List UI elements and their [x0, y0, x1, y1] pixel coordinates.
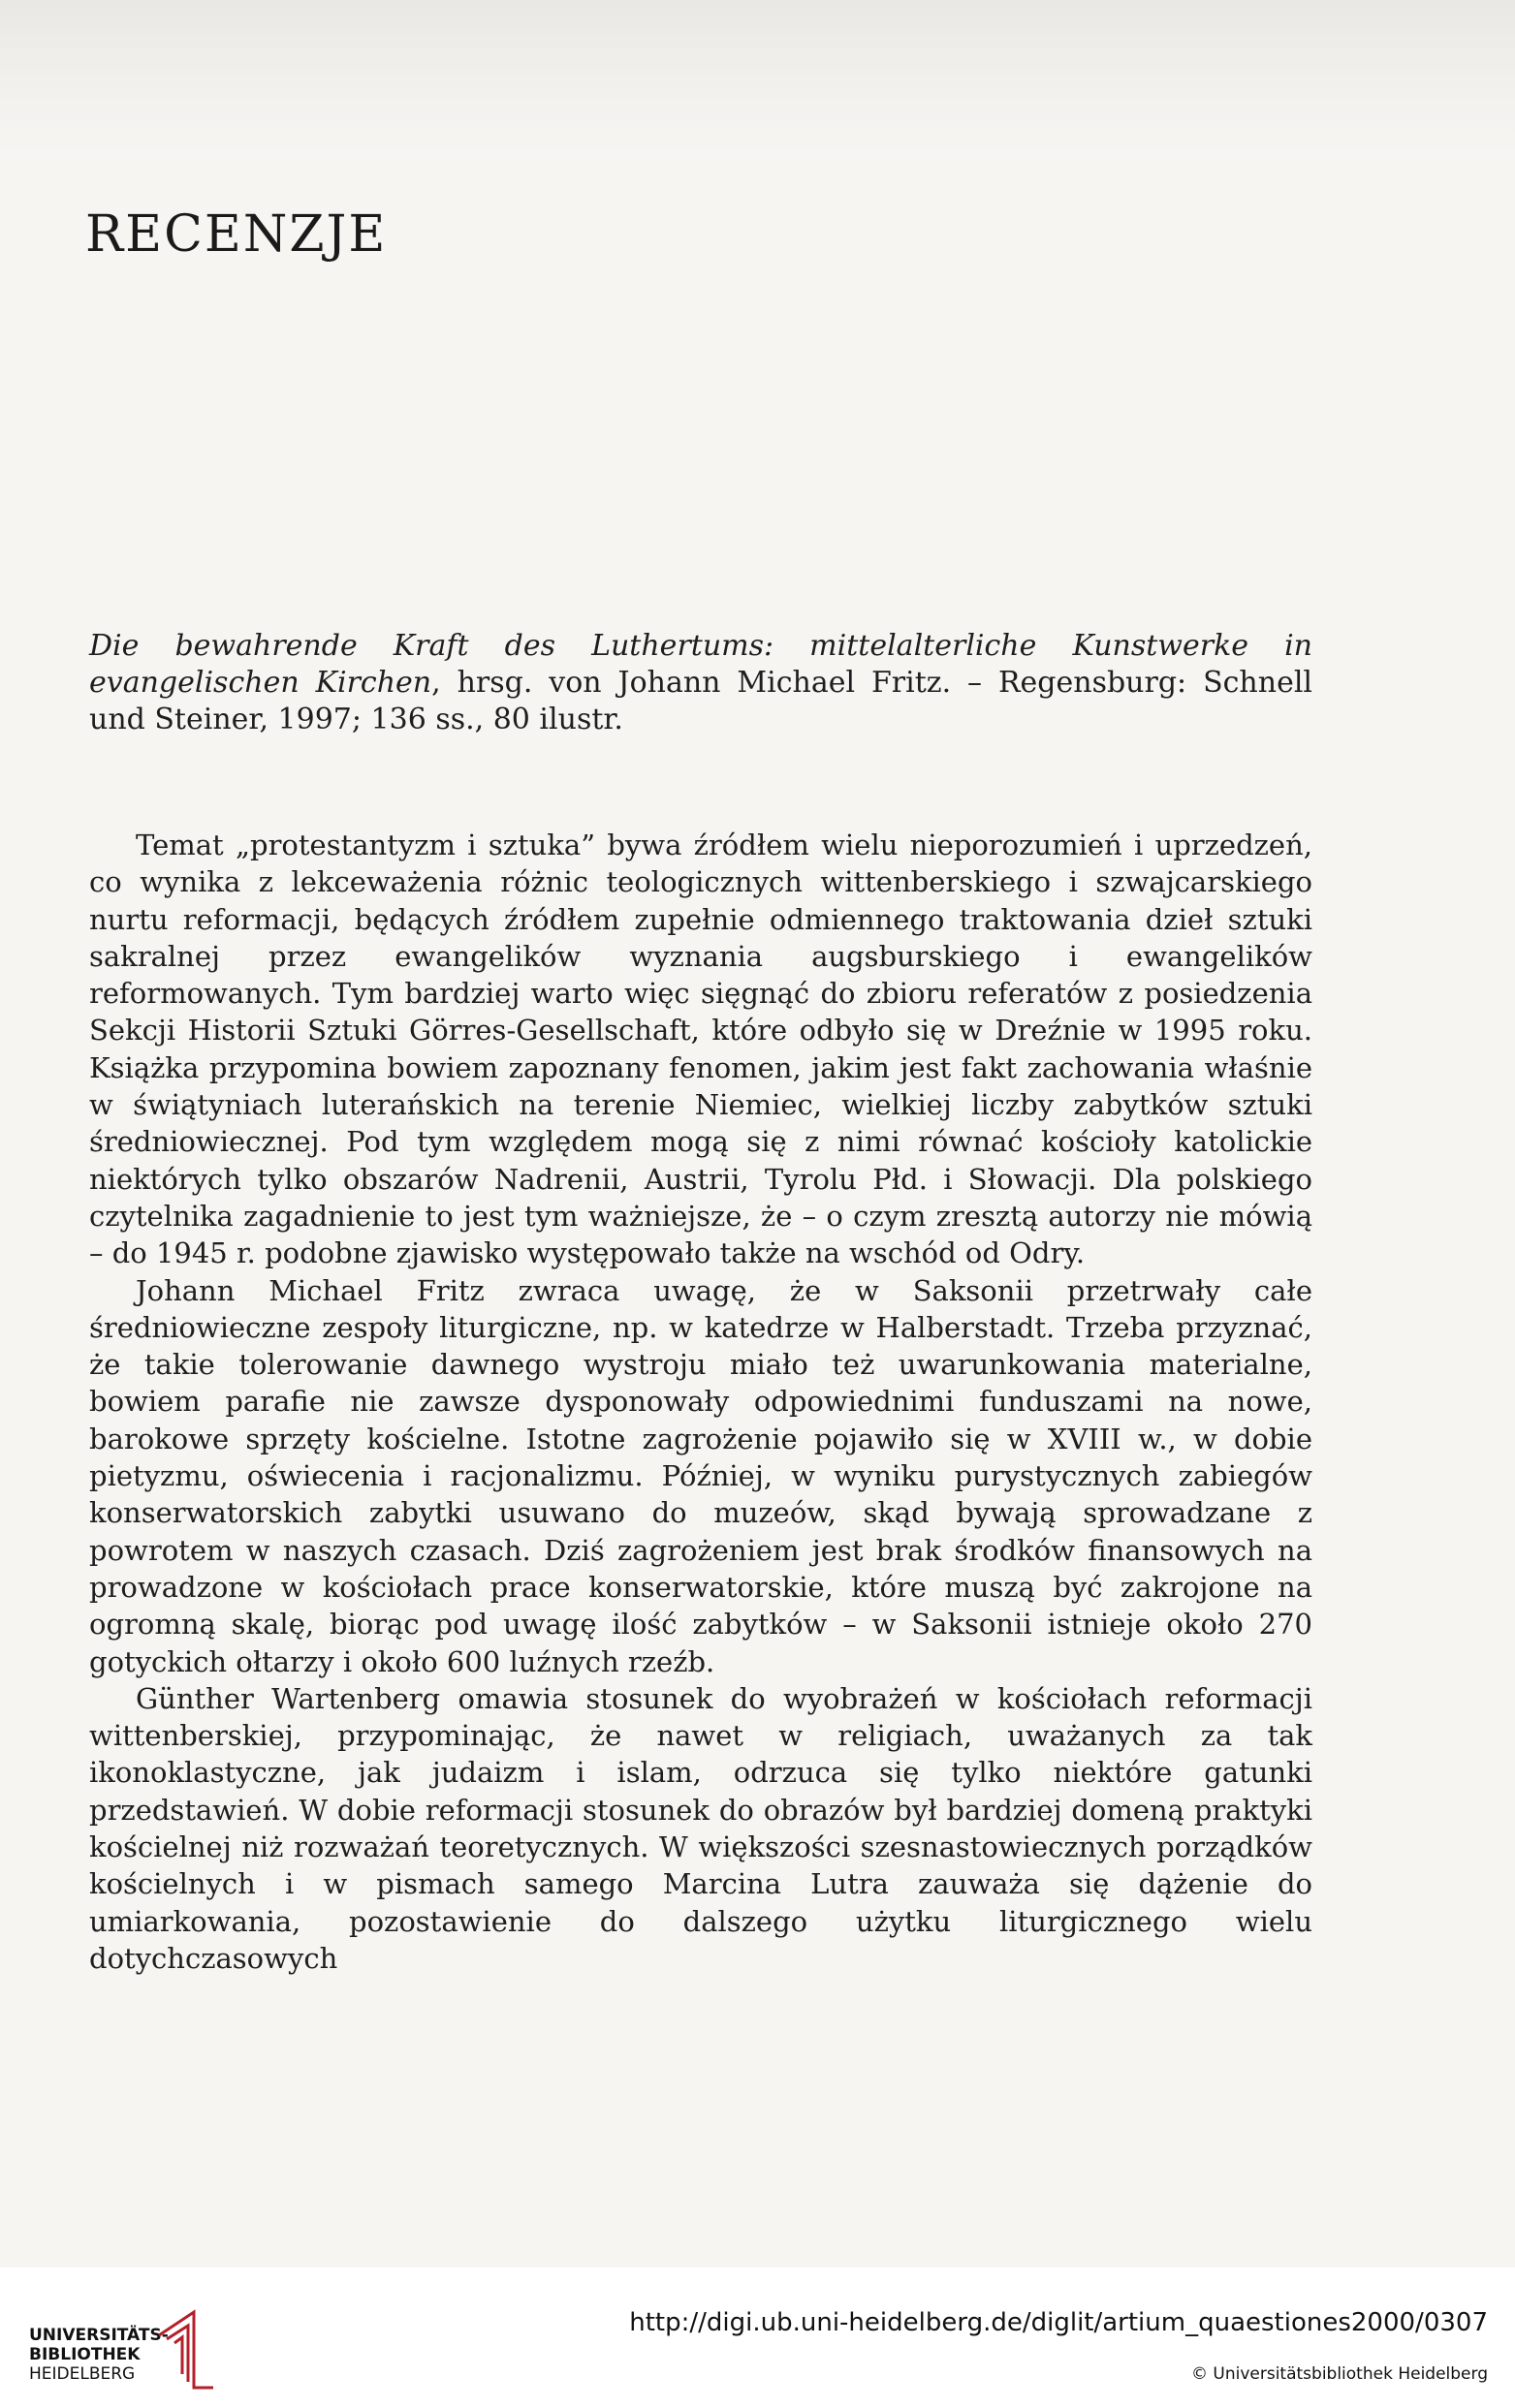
library-logo-text — [29, 2326, 169, 2384]
library-logo-icon — [155, 2306, 219, 2393]
section-heading: RECENZJE — [85, 205, 388, 264]
digitization-footer — [0, 2267, 1515, 2408]
copyright-notice: © Universitätsbibliothek Heidelberg — [1190, 2364, 1488, 2384]
review-paragraph-1: Temat „protestantyzm i sztuka” bywa źródłem wielu nieporozumień i uprzedzeń, co wynika z lekceważenia różnic teologicznych wittenberskiego i szwajcarskiego nurtu reformacji, będących źródłem zupełnie odmiennego traktowania dzieł sztuki sakralnej przez ewangelików wyznania augsburskiego i ewangelików reformowanych. Tym bardziej warto więc sięgnąć do zbioru referatów z posiedzenia Sekcji Historii Sztuki Görres-Gesellschaft, które odbyło się w Dreźnie w 1995 roku. Książka przypomina bowiem zapoznany fenomen, jakim jest fakt zachowania właśnie w świątyniach luterańskich na terenie Niemiec, wielkiej liczby zabytków sztuki średniowiecznej. Pod tym względem mogą się z nimi równać kościoły katolickie niektórych tylko obszarów Nadrenii, Austrii, Tyrolu Płd. i Słowacji. Dla polskiego czytelnika zagadnienie to jest tym ważniejsze, że – o czym zresztą autorzy nie mówią – do 1945 r. podobne zjawisko występowało także na wschód od Odry. — [89, 829, 1312, 1270]
book-citation — [89, 628, 1312, 738]
book-title: Die bewahrende Kraft des Luthertums: mittelalterliche Kunstwerke in evangelischen Kirchen — [89, 629, 1312, 700]
book-publication-details: , hrsg. von Johann Michael Fritz. – Regensburg: Schnell und Steiner, 1997; 136 ss., 80 ilustr. — [89, 666, 1313, 736]
scan-edge-shading — [0, 0, 1515, 155]
library-name-line-1: UNIVERSITÄTS- — [29, 2326, 169, 2345]
library-name-line-2: BIBLIOTHEK — [29, 2345, 141, 2364]
review-paragraph-3: Günther Wartenberg omawia stosunek do wyobrażeń w kościołach reformacji wittenberskiej, przypominając, że nawet w religiach, uważanych za tak ikonoklastyczne, jak judaizm i islam, odrzuca się tylko niektóre gatunki przedstawień. W dobie reformacji stosunek do obrazów był bardziej domeną praktyki kościelnej niż rozważań teoretycznych. W większości szesnastowiecznych porządków kościelnych i w pismach samego Marcina Lutra zauważa się dążenie do umiarkowania, pozostawienie do dalszego użytku liturgicznego wielu dotychczasowych — [89, 1681, 1312, 1975]
review-paragraph-2: Johann Michael Fritz zwraca uwagę, że w Saksonii przetrwały całe średniowieczne zespoły liturgiczne, np. w katedrze w Halberstadt. Trzeba przyznać, że takie tolerowanie dawnego wystroju miało też uwarunkowania materialne, bowiem parafie nie zawsze dysponowały odpowiednimi funduszami na nowe, barokowe sprzęty kościelne. Istotne zagrożenie pojawiło się w XVIII w., w dobie pietyzmu, oświecenia i racjonalizmu. Później, w wyniku purystycznych zabiegów konserwatorskich zabytki usuwano do muzeów, skąd bywają sprowadzane z powrotem w naszych czasach. Dziś zagrożeniem jest brak środków finansowych na prowadzone w kościołach prace konserwatorskie, które muszą być zakrojone na ogromną skalę, biorąc pod uwagę ilość zabytków – w Saksonii istnieje około 270 gotyckich ołtarzy i około 600 luźnych rzeźb. — [89, 1273, 1312, 1678]
source-url-link[interactable]: http://digi.ub.uni-heidelberg.de/diglit/artium_quaestiones2000/0307 — [629, 2308, 1488, 2337]
review-body — [89, 827, 1312, 1977]
library-name-line-3: HEIDELBERG — [29, 2364, 136, 2384]
